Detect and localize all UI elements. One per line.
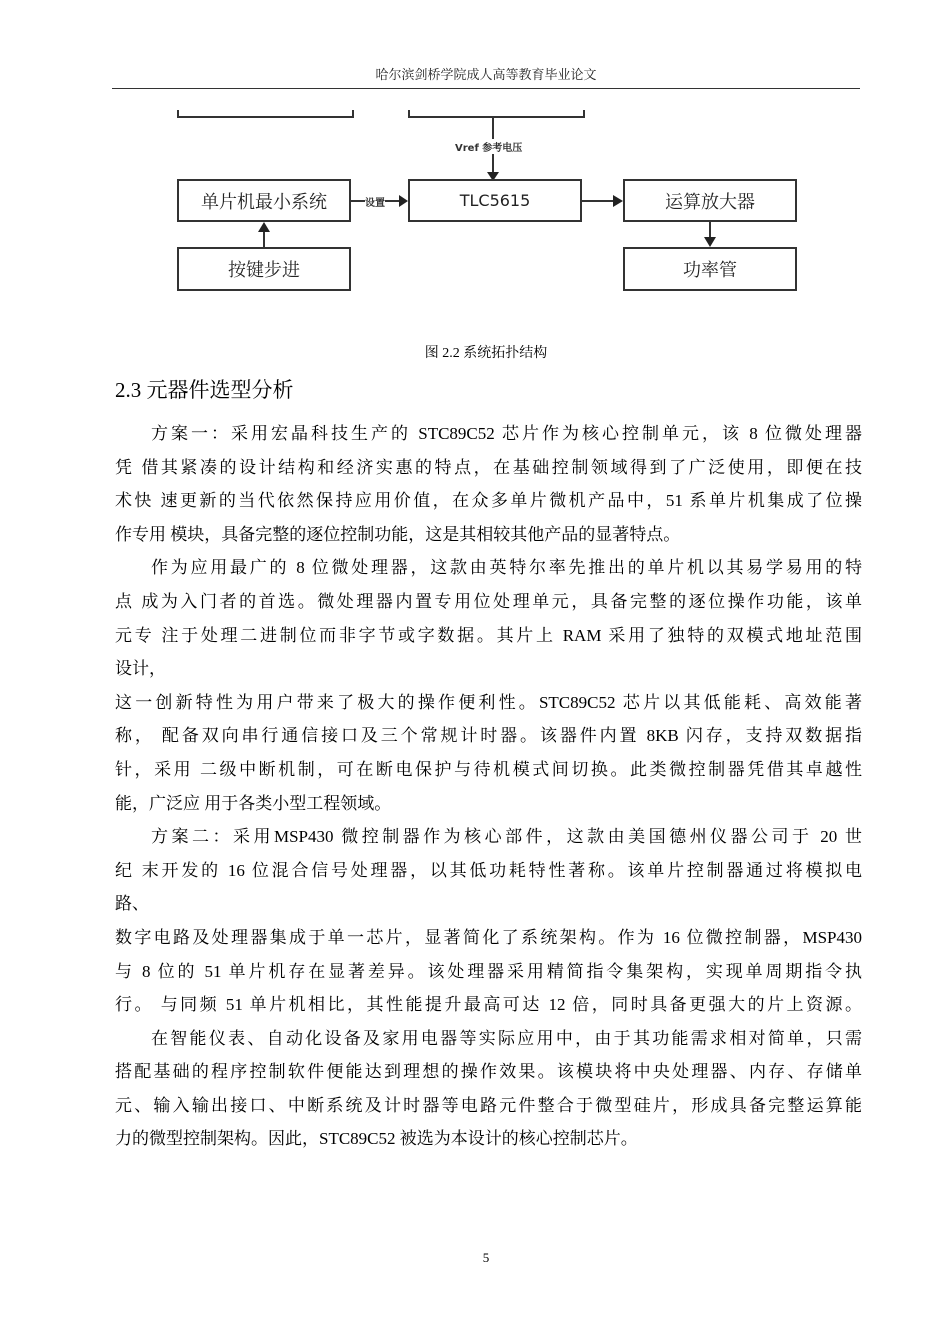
text-line: 这一创新特性为用户带来了极大的操作便利性。STC89C52 芯片以其低能耗、高效能著 (115, 692, 862, 712)
text-line: 搭配基础的程序控制软件便能达到理想的操作效果。该模块将中央处理器、内存、存储单 (115, 1062, 862, 1082)
text-line: 作为应用最广的 8 位微处理器，这款由英特尔率先推出的单片机以其易学易用的特 (151, 558, 862, 578)
text-line: 方案一：采用宏晶科技生产的 STC89C52 芯片作为核心控制单元，该 8 位微处理器 (151, 424, 862, 443)
arrow-right-icon (613, 195, 623, 207)
opamp-power-line (709, 222, 711, 238)
text-line: 作专用 模块，具备完整的逐位控制功能，这是其相较其他产品的显著特点。 (115, 524, 681, 544)
text-line: 凭 借其紧凑的设计结构和经济实惠的特点，在基础控制领域得到了广泛使用，即便在技 (115, 457, 862, 477)
vref-label: Vref 参考电压 (455, 139, 522, 154)
text-line: 设计， (115, 659, 166, 679)
box-mcu: 单片机最小系统 (177, 179, 351, 222)
text-line: 点 成为入门者的首选。微处理器内置专用位处理单元，具备完整的逐位操作功能，该单 (115, 591, 862, 611)
text-line: 针，采用 二级中断机制，可在断电保护与待机模式间切换。此类微控制器凭借其卓越性 (115, 759, 862, 779)
box-tlc5615: TLC5615 (408, 179, 582, 222)
box-power: 功率管 (623, 247, 797, 291)
box-keys: 按键步进 (177, 247, 351, 291)
arrow-down-icon (704, 237, 716, 247)
body-text (115, 417, 862, 1156)
text-line: 与 8 位的 51 单片机存在显著差异。该处理器采用精简指令集架构，实现单周期指令执 (115, 961, 862, 981)
arrow-up-icon (258, 222, 270, 232)
box-opamp: 运算放大器 (623, 179, 797, 222)
arrow-right-icon (399, 195, 408, 207)
partial-box-left (177, 110, 354, 118)
text-line: 数字电路及处理器集成于单一芯片，显著简化了系统架构。作为 16 位微控制器，MSP430 (115, 927, 862, 947)
text-line: 力的微型控制架构。因此，STC89C52 被选为本设计的核心控制芯片。 (115, 1129, 638, 1149)
text-line: 元专 注于处理二进制位而非字节或字数据。其片上 RAM 采用了独特的双模式地址范围 (115, 625, 862, 645)
text-line: 方案二：采用MSP430 微控制器作为核心部件，这款由美国德州仪器公司于 20 世 (151, 827, 862, 847)
set-label: 设置 (365, 194, 385, 209)
partial-box-center (408, 110, 585, 118)
header-rule (112, 88, 860, 89)
keys-mcu-line (263, 232, 265, 247)
text-line: 在智能仪表、自动化设备及家用电器等实际应用中，由于其功能需求相对简单，只需 (151, 1028, 862, 1048)
page-number: 5 (482, 1250, 490, 1265)
running-header: 哈尔滨剑桥学院成人高等教育毕业论文 (375, 67, 597, 82)
text-line: 行。 与同频 51 单片机相比，其性能提升最高可达 12 倍，同时具备更强大的片上资源。 (115, 995, 862, 1015)
text-line: 称， 配备双向串行通信接口及三个常规计时器。该器件内置 8KB 闪存，支持双数据指 (115, 726, 862, 746)
text-line: 术快 速更新的当代依然保持应用价值，在众多单片微机产品中，51 系单片机集成了位操 (115, 491, 862, 511)
text-line: 能，广泛应 用于各类小型工程领域。 (115, 793, 392, 813)
text-line: 路、 (115, 894, 149, 914)
dac-opamp-line (582, 200, 614, 202)
section-heading: 2.3 元器件选型分析 (115, 378, 294, 402)
text-line: 元、输入输出接口、中断系统及计时器等电路元件整合于微型硅片，形成具备完整运算能 (115, 1095, 862, 1115)
figure-caption: 图 2.2 系统拓扑结构 (424, 346, 548, 361)
text-line: 纪 末开发的 16 位混合信号处理器，以其低功耗特性著称。该单片控制器通过将模拟电 (115, 860, 862, 880)
